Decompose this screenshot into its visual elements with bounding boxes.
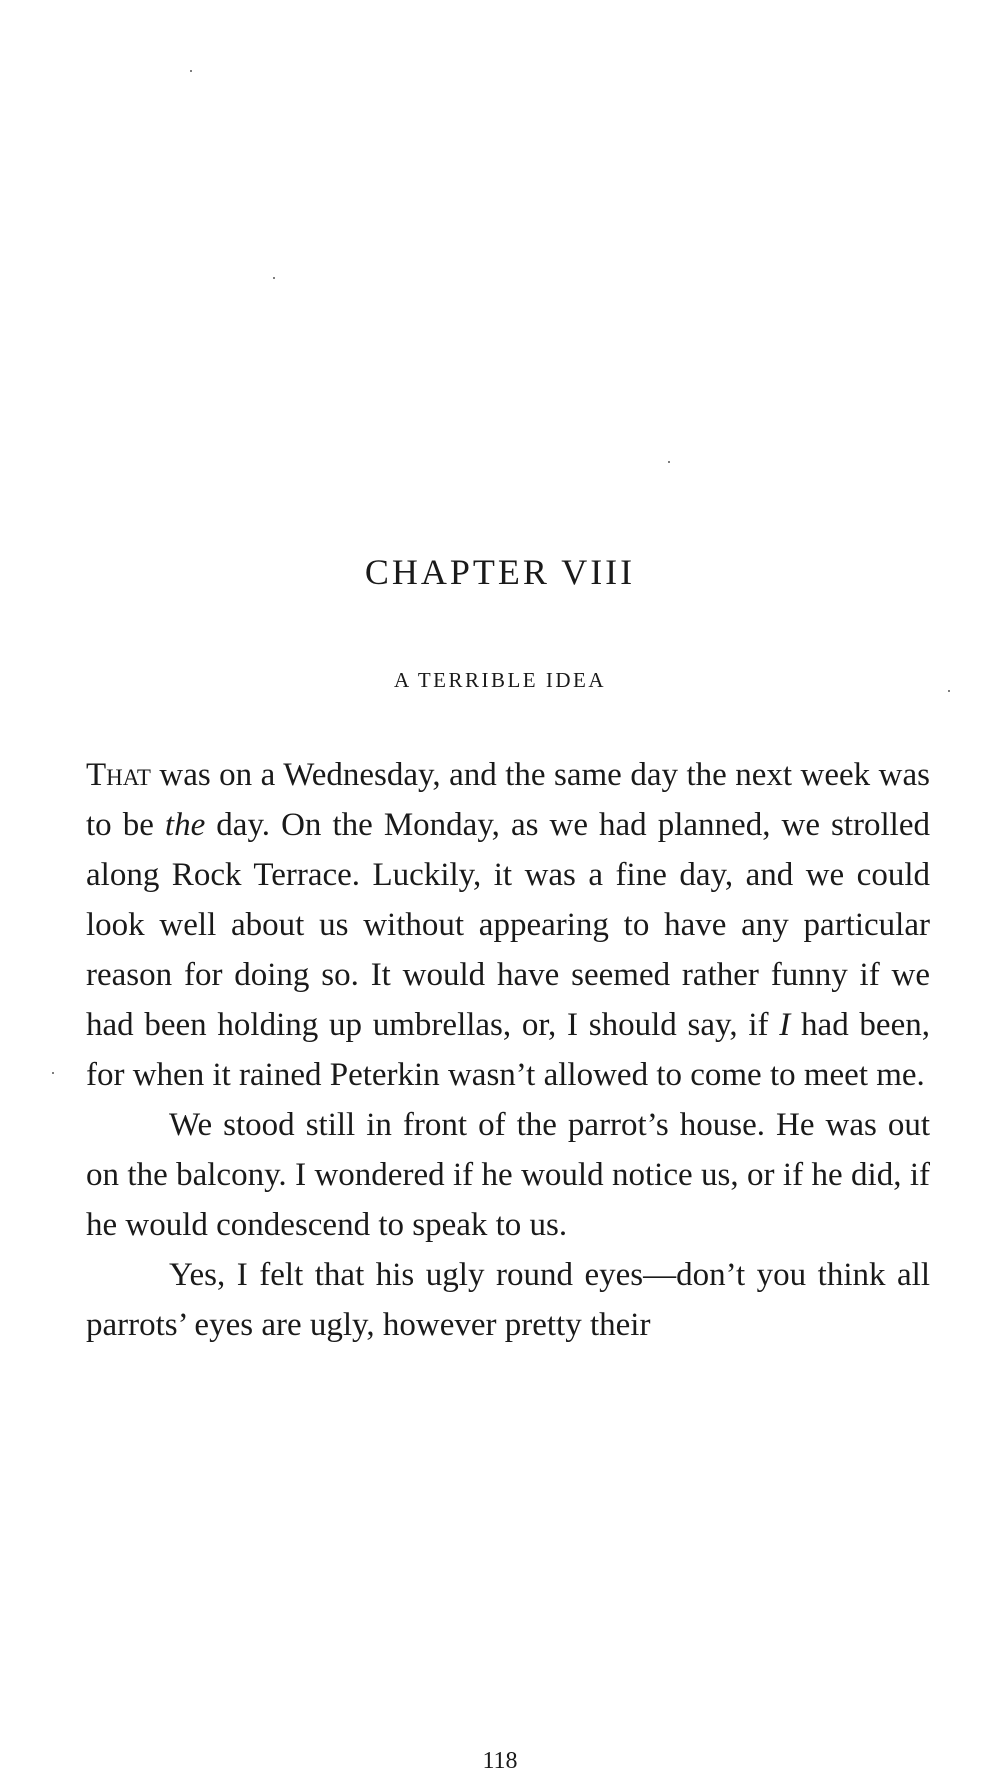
body-text xyxy=(86,750,930,1350)
scan-speck xyxy=(190,70,192,72)
page-number: 118 xyxy=(482,1748,518,1774)
paragraph-2: We stood still in front of the parrot’s house. He was out on the balcony. I wondered if he would notice us, or if he did, if he would condescend to speak to us. xyxy=(86,1107,930,1243)
paragraph-lead-word: That xyxy=(86,757,151,793)
paragraph-1 xyxy=(86,750,930,1100)
scan-speck xyxy=(52,1072,54,1074)
chapter-heading: CHAPTER VIII xyxy=(364,552,636,592)
paragraph-3: Yes, I felt that his ugly round eyes—don’t you think all parrots’ eyes are ugly, however pretty their xyxy=(86,1257,930,1343)
scan-speck xyxy=(273,277,275,279)
paragraph-1-text-b: day. On the Monday, as we had planned, we strolled along Rock Terrace. Luckily, it was a fine day, and we could look well about us without appearing to have any particular reason for doing so. It would have seemed rather funny if we had been holding up umbrellas, or, I should say, if xyxy=(86,807,930,1043)
paragraph-1-text-a: was on a Wednesday, and the same day the next week was to be xyxy=(86,757,930,843)
paragraph-1-italic-i: I xyxy=(779,1007,791,1043)
paragraph-1-text-c: had been, for when it rained Peterkin wasn’t allowed to come to meet me. xyxy=(86,1007,930,1093)
scan-speck xyxy=(668,461,670,463)
paragraph-1-italic-the: the xyxy=(164,807,206,843)
chapter-title: A TERRIBLE IDEA xyxy=(393,668,607,692)
